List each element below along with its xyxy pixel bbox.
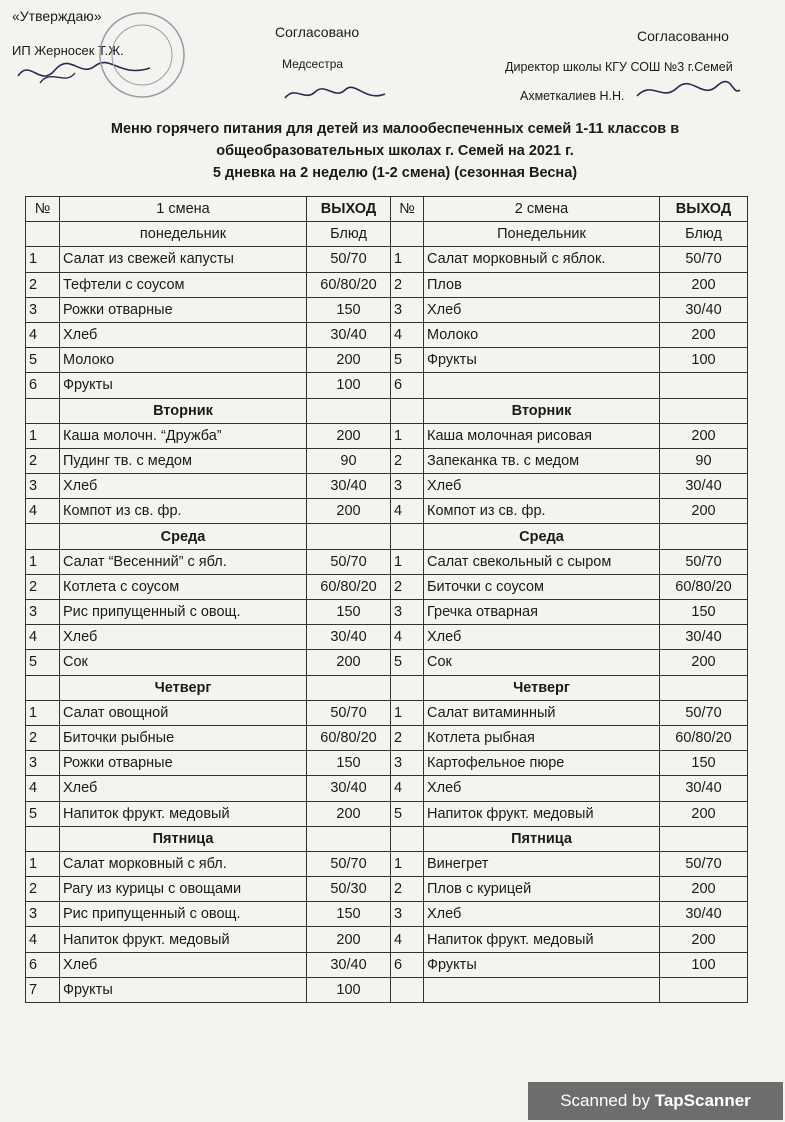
cell-num-2: 2 [391, 877, 424, 902]
cell-num-1: 1 [26, 851, 60, 876]
cell-output-2: 200 [660, 499, 748, 524]
cell-output-2: 50/70 [660, 700, 748, 725]
cell-num-1: 5 [26, 348, 60, 373]
cell-dish-1: Хлеб [60, 776, 307, 801]
signature-nurse [280, 80, 390, 108]
cell-output-1: 150 [307, 297, 391, 322]
cell-output-1: 30/40 [307, 776, 391, 801]
table-row [26, 297, 748, 322]
cell-output-1: 50/30 [307, 877, 391, 902]
cell-output-1: 50/70 [307, 851, 391, 876]
cell-output-1: 200 [307, 801, 391, 826]
cell-dish-2: Хлеб [424, 776, 660, 801]
cell-dish-2: Плов с курицей [424, 877, 660, 902]
table-row [26, 977, 748, 1002]
cell-num-2: 5 [391, 801, 424, 826]
menu-table [25, 196, 748, 1003]
agreed-left: Согласовано [275, 24, 360, 40]
cell-dish-1: Котлета с соусом [60, 574, 307, 599]
cell-output-1: 200 [307, 423, 391, 448]
cell-num-2: 3 [391, 474, 424, 499]
cell-dish-1: Салат овощной [60, 700, 307, 725]
cell-dish-2 [424, 977, 660, 1002]
cell-output-2: 30/40 [660, 625, 748, 650]
cell-num-1: 3 [26, 902, 60, 927]
cell-num-1: 4 [26, 499, 60, 524]
cell-num-2: 4 [391, 927, 424, 952]
table-row [26, 574, 748, 599]
cell-num-2: 1 [391, 247, 424, 272]
cell-num-1: 3 [26, 474, 60, 499]
director-name: Ахметкалиев Н.Н. [520, 89, 625, 103]
col-num-2: № [391, 197, 424, 222]
cell-num-2: 4 [391, 499, 424, 524]
cell-num-2: 2 [391, 574, 424, 599]
cell-output-2: 50/70 [660, 247, 748, 272]
cell-output-1 [307, 524, 391, 549]
cell-dish-2: Запеканка тв. с медом [424, 448, 660, 473]
cell-dish-2: Хлеб [424, 297, 660, 322]
cell-output-2: 60/80/20 [660, 574, 748, 599]
approve-label: «Утверждаю» [12, 8, 102, 24]
day-name: Четверг [60, 675, 307, 700]
cell-num-2: 4 [391, 322, 424, 347]
cell-output-1: 30/40 [307, 952, 391, 977]
day-name: Среда [60, 524, 307, 549]
dish-label-1: Блюд [307, 222, 391, 247]
cell-dish-2: Салат морковный с яблок. [424, 247, 660, 272]
cell-dish-2 [424, 373, 660, 398]
cell-num-2 [391, 826, 424, 851]
cell-num-1: 2 [26, 574, 60, 599]
cell-dish-1: Рагу из курицы с овощами [60, 877, 307, 902]
cell-dish-1: Хлеб [60, 625, 307, 650]
cell-dish-1: Напиток фрукт. медовый [60, 801, 307, 826]
cell-dish-1: Фрукты [60, 373, 307, 398]
cell-num-1: 5 [26, 801, 60, 826]
nurse-label: Медсестра [282, 57, 344, 71]
cell-num-1: 4 [26, 927, 60, 952]
cell-output-2 [660, 826, 748, 851]
cell-output-2: 150 [660, 600, 748, 625]
table-row [26, 322, 748, 347]
cell-num-2: 3 [391, 297, 424, 322]
table-row [26, 700, 748, 725]
cell-dish-2: Сок [424, 650, 660, 675]
cell-output-2 [660, 373, 748, 398]
cell-num-2: 2 [391, 272, 424, 297]
cell-num-1: 3 [26, 297, 60, 322]
cell-dish-1: Компот из св. фр. [60, 499, 307, 524]
cell-dish-1: Напиток фрукт. медовый [60, 927, 307, 952]
table-row [26, 272, 748, 297]
cell-dish-1: Пудинг тв. с медом [60, 448, 307, 473]
cell-num-2: 3 [391, 751, 424, 776]
day-name: Вторник [60, 398, 307, 423]
table-row [26, 247, 748, 272]
cell-num-2: 3 [391, 600, 424, 625]
col-shift-2: 2 смена [424, 197, 660, 222]
cell-dish-1: Тефтели с соусом [60, 272, 307, 297]
cell-output-1: 90 [307, 448, 391, 473]
day-monday-1: понедельник [60, 222, 307, 247]
cell-num-2: 5 [391, 650, 424, 675]
day-name: Четверг [424, 675, 660, 700]
cell-output-2: 200 [660, 927, 748, 952]
cell-dish-2: Напиток фрукт. медовый [424, 927, 660, 952]
day-header-row [26, 398, 748, 423]
cell-dish-1: Фрукты [60, 977, 307, 1002]
cell-num-1: 3 [26, 751, 60, 776]
cell-num-2: 6 [391, 952, 424, 977]
table-row [26, 851, 748, 876]
cell-output-2: 90 [660, 448, 748, 473]
cell-output-1 [307, 398, 391, 423]
table-row [26, 448, 748, 473]
table-subheader-row [26, 222, 748, 247]
cell-dish-1: Салат “Весенний” с ябл. [60, 549, 307, 574]
table-row [26, 902, 748, 927]
day-name: Вторник [424, 398, 660, 423]
cell-dish-1: Салат из свежей капусты [60, 247, 307, 272]
col-shift-1: 1 смена [60, 197, 307, 222]
cell-num-2: 1 [391, 851, 424, 876]
cell-num-2: 1 [391, 423, 424, 448]
table-row [26, 776, 748, 801]
cell-num-1: 2 [26, 448, 60, 473]
table-row [26, 725, 748, 750]
cell-output-1: 60/80/20 [307, 574, 391, 599]
day-monday-2: Понедельник [424, 222, 660, 247]
cell-output-2 [660, 977, 748, 1002]
cell-dish-2: Фрукты [424, 952, 660, 977]
cell-num-1: 1 [26, 423, 60, 448]
cell-output-2: 30/40 [660, 902, 748, 927]
table-row [26, 600, 748, 625]
cell-dish-1: Рис припущенный с овощ. [60, 902, 307, 927]
table-row [26, 474, 748, 499]
cell-dish-2: Компот из св. фр. [424, 499, 660, 524]
cell-output-2 [660, 675, 748, 700]
cell-num-1: 1 [26, 700, 60, 725]
cell-output-1 [307, 675, 391, 700]
cell-output-1: 30/40 [307, 625, 391, 650]
cell-output-2: 150 [660, 751, 748, 776]
cell-output-2: 200 [660, 272, 748, 297]
cell-dish-2: Молоко [424, 322, 660, 347]
cell-num-1: 7 [26, 977, 60, 1002]
day-header-row [26, 826, 748, 851]
title-line-1: Меню горячего питания для детей из малообеспеченных семей 1-11 классов в [110, 121, 680, 137]
cell-output-2 [660, 398, 748, 423]
cell-num-2: 2 [391, 448, 424, 473]
cell-num-1: 1 [26, 247, 60, 272]
watermark-brand: TapScanner [654, 1091, 751, 1110]
day-header-row [26, 524, 748, 549]
cell-output-1: 200 [307, 650, 391, 675]
cell-dish-1: Сок [60, 650, 307, 675]
table-header-row [26, 197, 748, 222]
cell-num-1: 6 [26, 373, 60, 398]
table-row [26, 348, 748, 373]
cell-output-1: 60/80/20 [307, 272, 391, 297]
cell-num-2 [391, 675, 424, 700]
cell-dish-1: Салат морковный с ябл. [60, 851, 307, 876]
cell-dish-2: Винегрет [424, 851, 660, 876]
cell-num-2: 5 [391, 348, 424, 373]
cell-dish-2: Плов [424, 272, 660, 297]
title-line-2: общеобразовательных школах г. Семей на 2021 г. [216, 143, 574, 159]
cell-output-1 [307, 826, 391, 851]
cell-num-1: 5 [26, 650, 60, 675]
cell-dish-2: Напиток фрукт. медовый [424, 801, 660, 826]
cell-output-2: 200 [660, 801, 748, 826]
cell-dish-1: Рожки отварные [60, 751, 307, 776]
cell-output-1: 50/70 [307, 247, 391, 272]
cell-dish-1: Рис припущенный с овощ. [60, 600, 307, 625]
cell-output-2: 60/80/20 [660, 725, 748, 750]
cell-output-2: 100 [660, 348, 748, 373]
cell-output-1: 50/70 [307, 700, 391, 725]
col-output-1: ВЫХОД [307, 197, 391, 222]
cell-output-1: 30/40 [307, 474, 391, 499]
cell-dish-2: Биточки с соусом [424, 574, 660, 599]
cell-dish-2: Гречка отварная [424, 600, 660, 625]
cell-dish-2: Хлеб [424, 902, 660, 927]
signature-director [632, 78, 742, 106]
director-label: Директор школы КГУ СОШ №3 г.Семей [505, 60, 733, 74]
cell-output-2: 200 [660, 650, 748, 675]
cell-num-1: 4 [26, 776, 60, 801]
cell-output-1: 50/70 [307, 549, 391, 574]
day-header-row [26, 675, 748, 700]
cell-num-1: 3 [26, 600, 60, 625]
table-row [26, 549, 748, 574]
day-name: Среда [424, 524, 660, 549]
cell-dish-2: Хлеб [424, 625, 660, 650]
watermark-prefix: Scanned by [560, 1091, 655, 1110]
cell-dish-1: Хлеб [60, 952, 307, 977]
table-row [26, 625, 748, 650]
table-row [26, 801, 748, 826]
cell-num-1: 2 [26, 272, 60, 297]
table-row [26, 423, 748, 448]
dish-label-2: Блюд [660, 222, 748, 247]
cell-dish-2: Фрукты [424, 348, 660, 373]
cell-output-2: 200 [660, 877, 748, 902]
approve-person: ИП Жерносек Т.Ж. [12, 43, 124, 58]
cell-output-2 [660, 524, 748, 549]
table-row [26, 952, 748, 977]
col-output-2: ВЫХОД [660, 197, 748, 222]
cell-output-2: 200 [660, 322, 748, 347]
cell-num-1: 6 [26, 952, 60, 977]
cell-dish-2: Картофельное пюре [424, 751, 660, 776]
cell-num-2: 4 [391, 625, 424, 650]
cell-output-2: 30/40 [660, 776, 748, 801]
cell-output-1: 100 [307, 977, 391, 1002]
cell-num-2: 2 [391, 725, 424, 750]
cell-output-2: 50/70 [660, 549, 748, 574]
cell-output-1: 150 [307, 902, 391, 927]
cell-dish-1: Биточки рыбные [60, 725, 307, 750]
cell-num-2: 6 [391, 373, 424, 398]
table-row [26, 877, 748, 902]
cell-output-2: 30/40 [660, 474, 748, 499]
cell-num-1: 4 [26, 322, 60, 347]
cell-output-2: 50/70 [660, 851, 748, 876]
scanner-watermark [528, 1082, 783, 1120]
cell-num-2 [391, 524, 424, 549]
stamp-seal [95, 8, 190, 103]
cell-dish-1: Хлеб [60, 322, 307, 347]
cell-output-1: 150 [307, 751, 391, 776]
cell-output-1: 100 [307, 373, 391, 398]
cell-dish-2: Салат витаминный [424, 700, 660, 725]
cell-output-1: 60/80/20 [307, 725, 391, 750]
cell-output-2: 30/40 [660, 297, 748, 322]
cell-num-2: 3 [391, 902, 424, 927]
cell-num-2: 1 [391, 700, 424, 725]
cell-dish-1: Хлеб [60, 474, 307, 499]
table-row [26, 373, 748, 398]
cell-output-1: 200 [307, 348, 391, 373]
agreed-right: Согласованно [637, 28, 729, 44]
table-row [26, 650, 748, 675]
cell-output-2: 100 [660, 952, 748, 977]
cell-output-1: 200 [307, 927, 391, 952]
day-name: Пятница [424, 826, 660, 851]
table-row [26, 751, 748, 776]
cell-num-1 [26, 826, 60, 851]
cell-output-1: 200 [307, 499, 391, 524]
cell-num-1 [26, 524, 60, 549]
col-num-1: № [26, 197, 60, 222]
cell-dish-1: Рожки отварные [60, 297, 307, 322]
cell-num-1 [26, 675, 60, 700]
cell-output-2: 200 [660, 423, 748, 448]
title-line-3: 5 дневка на 2 неделю (1-2 смена) (сезонная Весна) [212, 165, 578, 181]
table-row [26, 499, 748, 524]
cell-dish-2: Хлеб [424, 474, 660, 499]
cell-output-1: 30/40 [307, 322, 391, 347]
cell-dish-1: Каша молочн. “Дружба” [60, 423, 307, 448]
cell-output-1: 150 [307, 600, 391, 625]
cell-dish-1: Молоко [60, 348, 307, 373]
cell-num-2: 1 [391, 549, 424, 574]
cell-num-2: 4 [391, 776, 424, 801]
day-name: Пятница [60, 826, 307, 851]
cell-num-1: 2 [26, 877, 60, 902]
cell-num-1: 1 [26, 549, 60, 574]
cell-num-1: 4 [26, 625, 60, 650]
cell-dish-2: Салат свекольный с сыром [424, 549, 660, 574]
table-row [26, 927, 748, 952]
cell-dish-2: Котлета рыбная [424, 725, 660, 750]
cell-num-1: 2 [26, 725, 60, 750]
cell-num-1 [26, 398, 60, 423]
cell-num-2 [391, 977, 424, 1002]
cell-num-2 [391, 398, 424, 423]
cell-dish-2: Каша молочная рисовая [424, 423, 660, 448]
